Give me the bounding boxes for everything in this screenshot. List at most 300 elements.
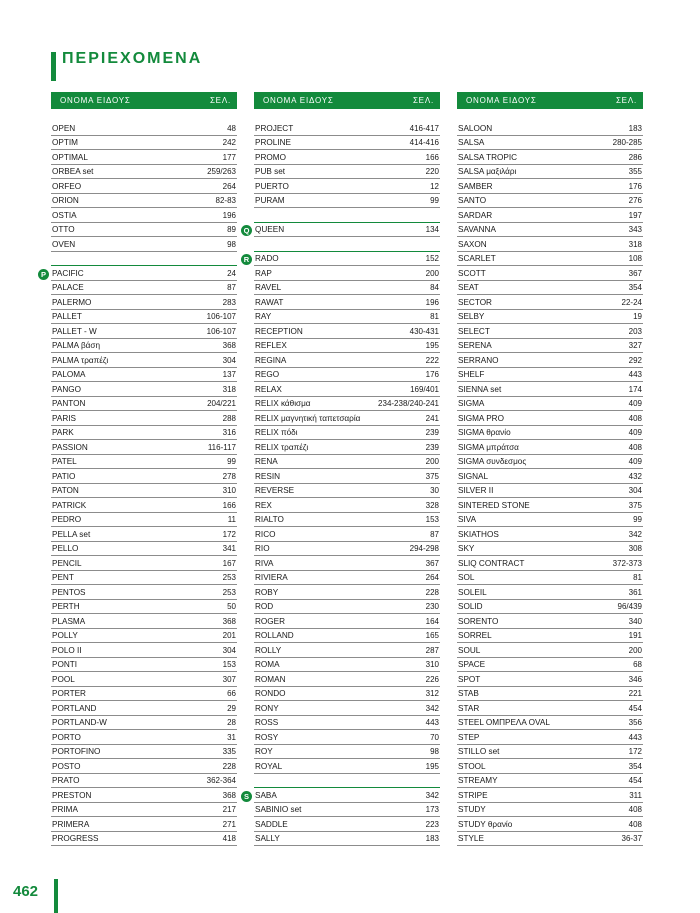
item-page: 340: [628, 616, 642, 626]
index-row: [457, 585, 643, 600]
item-page: 368: [222, 790, 236, 800]
item-name: PARK: [52, 428, 74, 437]
index-row: [457, 426, 643, 441]
item-page: 242: [222, 138, 236, 147]
item-name: SADDLE: [255, 819, 288, 829]
item-page: 196: [222, 210, 236, 220]
item-page: 454: [628, 776, 642, 785]
item-name: PALLET - W: [52, 326, 97, 336]
index-row: [457, 832, 643, 847]
item-name: SLIQ CONTRACT: [458, 558, 525, 568]
item-name: ROMA: [255, 660, 280, 669]
item-name: ROBY: [255, 587, 279, 597]
index-row: [51, 585, 237, 600]
index-row: [457, 774, 643, 789]
item-name: REVERSE: [255, 486, 295, 495]
item-page: 191: [628, 631, 642, 640]
item-name: ORBEA set: [52, 167, 94, 176]
item-name: REGO: [255, 370, 280, 379]
item-page: 196: [425, 297, 439, 307]
item-name: STEEL ΟΜΠΡΕΛΑ OVAL: [458, 718, 550, 727]
index-row: [457, 179, 643, 194]
item-name: PASSION: [52, 442, 88, 452]
item-page: 169/401: [410, 384, 439, 394]
item-name: ORFEO: [52, 181, 82, 191]
item-name: PRESTON: [52, 790, 92, 800]
index-row: [51, 687, 237, 702]
item-name: RIALTO: [255, 515, 284, 524]
index-row: [51, 571, 237, 586]
index-row: [51, 643, 237, 658]
item-name: SKIATHOS: [458, 529, 499, 539]
index-row: [457, 440, 643, 455]
item-name: RELIX πόδι: [255, 428, 298, 437]
index-row: [457, 745, 643, 760]
index-row: [457, 600, 643, 615]
header-page: ΣΕΛ.: [412, 96, 434, 105]
item-name: PRATO: [52, 776, 80, 785]
index-row: [457, 121, 643, 136]
index-row: [254, 585, 440, 600]
index-row: [51, 281, 237, 296]
index-row: [254, 194, 440, 209]
index-row: [457, 411, 643, 426]
item-name: PATRICK: [52, 500, 87, 510]
index-row: [51, 527, 237, 542]
index-row: [51, 513, 237, 528]
column-header: [254, 92, 440, 109]
item-name: SOL: [458, 573, 475, 582]
item-page: 99: [633, 515, 642, 524]
item-name: PLASMA: [52, 616, 86, 626]
item-page: 87: [430, 529, 439, 539]
item-page: 204/221: [207, 399, 236, 408]
index-row: [457, 397, 643, 412]
item-page: 307: [222, 674, 236, 684]
item-page: 310: [425, 660, 439, 669]
item-name: ORION: [52, 196, 79, 205]
item-name: QUEEN: [255, 225, 285, 234]
item-name: PRIMERA: [52, 819, 90, 829]
item-name: PORTOFINO: [52, 747, 101, 756]
index-row: [254, 730, 440, 745]
item-name: RAY: [255, 312, 272, 321]
item-name: PORTO: [52, 732, 81, 742]
index-row: [254, 600, 440, 615]
item-name: RESIN: [255, 471, 281, 481]
item-page: 203: [628, 326, 642, 336]
index-row: [254, 266, 440, 281]
item-name: RONY: [255, 703, 279, 713]
index-row: [457, 614, 643, 629]
item-page: 304: [222, 355, 236, 365]
item-page: 241: [425, 413, 439, 423]
item-page: 183: [425, 834, 439, 843]
item-page: 408: [628, 805, 642, 814]
item-name: SELBY: [458, 312, 485, 321]
index-row: [254, 281, 440, 296]
item-page: 68: [633, 660, 642, 669]
index-row: [51, 237, 237, 252]
item-page: 408: [628, 819, 642, 829]
item-name: SABA: [255, 790, 277, 800]
index-row: [254, 614, 440, 629]
index-row: [51, 353, 237, 368]
item-name: RONDO: [255, 689, 286, 698]
item-page: 70: [430, 732, 439, 742]
item-page: 167: [222, 558, 236, 568]
item-name: PROGRESS: [52, 834, 99, 843]
index-row: [457, 759, 643, 774]
item-name: SECTOR: [458, 297, 492, 307]
item-page: 50: [227, 602, 236, 611]
item-name: PORTLAND-W: [52, 718, 107, 727]
item-page: 304: [628, 486, 642, 495]
index-row: [254, 687, 440, 702]
index-row: [243, 788, 440, 803]
index-row: [254, 716, 440, 731]
item-name: SINTERED STONE: [458, 500, 530, 510]
item-page: 195: [425, 341, 439, 350]
page-title: ΠΕΡΙΕΧΟΜΕΝΑ: [62, 50, 203, 67]
index-row: [457, 498, 643, 513]
item-name: POLO II: [52, 645, 82, 655]
item-page: 29: [227, 703, 236, 713]
index-row: [51, 165, 237, 180]
item-name: SPOT: [458, 674, 481, 684]
item-page: 264: [425, 573, 439, 582]
item-page: 108: [628, 254, 642, 263]
index-row: [254, 571, 440, 586]
item-name: POLLY: [52, 631, 78, 640]
index-row: [457, 571, 643, 586]
item-page: 82-83: [215, 196, 236, 205]
item-page: 152: [425, 254, 439, 263]
index-row: [254, 165, 440, 180]
item-name: STYLE: [458, 834, 484, 843]
item-name: SELECT: [458, 326, 490, 336]
index-row: [51, 397, 237, 412]
index-row: [254, 832, 440, 847]
item-name: REFLEX: [255, 341, 287, 350]
item-name: RENA: [255, 457, 278, 466]
index-row: [51, 324, 237, 339]
item-name: PACIFIC: [52, 268, 84, 278]
index-row: [51, 179, 237, 194]
item-name: SOUL: [458, 645, 481, 655]
item-name: SIGMA θρανίο: [458, 428, 511, 437]
item-name: SIGMA: [458, 399, 485, 408]
item-page: 409: [628, 428, 642, 437]
column-header: [51, 92, 237, 109]
index-row: [254, 455, 440, 470]
item-page: 416-417: [409, 123, 439, 133]
item-name: RAVEL: [255, 283, 282, 292]
item-name: REGINA: [255, 355, 287, 365]
item-name: RELIX τραπέζι: [255, 442, 309, 452]
item-page: 408: [628, 442, 642, 452]
item-name: PALOMA: [52, 370, 86, 379]
item-name: ROMAN: [255, 674, 286, 684]
item-page: 201: [222, 631, 236, 640]
item-page: 81: [430, 312, 439, 321]
item-page: 234-238/240-241: [378, 399, 439, 408]
item-name: SHELF: [458, 370, 485, 379]
item-name: ROD: [255, 602, 274, 611]
index-row: [254, 817, 440, 832]
item-page: 342: [628, 529, 642, 539]
section-letter-badge: Q: [241, 225, 252, 236]
item-name: SALSA μαξιλάρι: [458, 167, 517, 176]
item-name: STOOL: [458, 761, 486, 771]
index-row: [457, 513, 643, 528]
item-name: SCARLET: [458, 254, 496, 263]
item-page: 153: [222, 660, 236, 669]
item-page: 137: [222, 370, 236, 379]
item-page: 66: [227, 689, 236, 698]
item-page: 36-37: [621, 834, 642, 843]
item-page: 343: [628, 225, 642, 234]
item-page: 228: [222, 761, 236, 771]
item-page: 84: [430, 283, 439, 292]
index-row: [254, 672, 440, 687]
item-page: 221: [628, 689, 642, 698]
index-row: [254, 136, 440, 151]
index-row: [457, 382, 643, 397]
item-page: 253: [222, 573, 236, 582]
item-name: SIGMA συνδεσμος: [458, 457, 527, 466]
item-page: 311: [629, 790, 642, 800]
item-page: 166: [425, 152, 439, 162]
item-name: SOLID: [458, 602, 483, 611]
item-page: 12: [430, 181, 439, 191]
section-divider: [254, 208, 440, 223]
item-page: 106-107: [206, 326, 236, 336]
item-page: 354: [628, 283, 642, 292]
item-name: SIGNAL: [458, 471, 489, 481]
item-page: 134: [425, 225, 439, 234]
index-row: [457, 817, 643, 832]
item-name: RIO: [255, 544, 270, 553]
item-name: SORENTO: [458, 616, 499, 626]
item-name: SAXON: [458, 239, 487, 249]
index-row: [254, 295, 440, 310]
item-name: ROY: [255, 747, 273, 756]
index-row: [51, 382, 237, 397]
item-page: 223: [425, 819, 439, 829]
index-row: [51, 440, 237, 455]
page-number: 462: [13, 883, 39, 900]
index-row: [254, 629, 440, 644]
item-page: 226: [425, 674, 439, 684]
header-item-name: ΟΝΟΜΑ ΕΙΔΟΥΣ: [60, 96, 131, 105]
item-name: SERRANO: [458, 355, 499, 365]
item-name: SABINIO set: [255, 805, 302, 814]
item-name: SIENNA set: [458, 384, 502, 394]
item-page: 228: [425, 587, 439, 597]
header-item-name: ΟΝΟΜΑ ΕΙΔΟΥΣ: [263, 96, 334, 105]
index-row: [254, 484, 440, 499]
item-name: STILLO set: [458, 747, 500, 756]
index-row: [51, 121, 237, 136]
item-name: RAP: [255, 268, 272, 278]
item-name: SANTO: [458, 196, 487, 205]
index-row: [457, 223, 643, 238]
item-page: 414-416: [409, 138, 439, 147]
index-row: [254, 469, 440, 484]
item-page: 342: [425, 790, 439, 800]
item-page: 409: [628, 399, 642, 408]
item-page: 280-285: [612, 138, 642, 147]
index-row: [51, 672, 237, 687]
index-row: [457, 527, 643, 542]
item-page: 372-373: [612, 558, 642, 568]
item-name: RAWAT: [255, 297, 284, 307]
section-divider: [254, 774, 440, 789]
item-page: 176: [425, 370, 439, 379]
item-page: 174: [628, 384, 642, 394]
item-name: PORTLAND: [52, 703, 97, 713]
index-row: [457, 643, 643, 658]
item-name: OVEN: [52, 239, 76, 249]
index-rows: [243, 121, 440, 846]
item-page: 177: [222, 152, 236, 162]
index-row: [51, 745, 237, 760]
item-page: 308: [628, 544, 642, 553]
item-name: OTTO: [52, 225, 75, 234]
item-name: SARDAR: [458, 210, 493, 220]
index-row: [254, 440, 440, 455]
index-row: [457, 716, 643, 731]
item-page: 87: [227, 283, 236, 292]
index-row: [51, 759, 237, 774]
item-name: OPEN: [52, 123, 76, 133]
item-page: 173: [425, 805, 439, 814]
section-divider: [254, 237, 440, 252]
item-page: 304: [222, 645, 236, 655]
item-page: 356: [628, 718, 642, 727]
index-row: [51, 498, 237, 513]
item-page: 294-298: [409, 544, 439, 553]
item-page: 316: [222, 428, 236, 437]
index-row: [457, 237, 643, 252]
item-page: 166: [222, 500, 236, 510]
item-name: POSTO: [52, 761, 81, 771]
header-item-name: ΟΝΟΜΑ ΕΙΔΟΥΣ: [466, 96, 537, 105]
item-page: 200: [425, 268, 439, 278]
index-row: [254, 353, 440, 368]
index-row: [457, 730, 643, 745]
index-row: [254, 701, 440, 716]
index-row: [254, 382, 440, 397]
item-name: POOL: [52, 674, 75, 684]
item-page: 355: [628, 167, 642, 176]
item-name: SALSA: [458, 138, 485, 147]
item-page: 286: [628, 152, 642, 162]
item-page: 342: [425, 703, 439, 713]
item-name: SALLY: [255, 834, 280, 843]
item-name: PUERTO: [255, 181, 289, 191]
index-row: [254, 310, 440, 325]
index-row: [51, 194, 237, 209]
item-name: PROMO: [255, 152, 286, 162]
item-name: SPACE: [458, 660, 486, 669]
item-page: 96/439: [617, 602, 642, 611]
index-row: [457, 339, 643, 354]
item-name: OSTIA: [52, 210, 77, 220]
item-page: 197: [628, 210, 642, 220]
item-page: 30: [430, 486, 439, 495]
index-row: [243, 252, 440, 267]
item-page: 368: [222, 616, 236, 626]
item-name: RADO: [255, 254, 279, 263]
item-name: RIVIERA: [255, 573, 288, 582]
item-page: 24: [227, 268, 236, 278]
index-row: [457, 469, 643, 484]
title-accent-bar: [51, 52, 56, 81]
index-row: [457, 788, 643, 803]
item-page: 443: [425, 718, 439, 727]
item-name: SKY: [458, 544, 475, 553]
item-page: 288: [222, 413, 236, 423]
index-row: [51, 788, 237, 803]
index-row: [254, 397, 440, 412]
item-page: 89: [227, 225, 236, 234]
item-page: 430-431: [409, 326, 439, 336]
index-rows: [40, 121, 237, 846]
index-row: [51, 150, 237, 165]
item-name: ROSS: [255, 718, 279, 727]
item-name: REX: [255, 500, 272, 510]
item-page: 409: [628, 457, 642, 466]
item-page: 106-107: [206, 312, 236, 321]
index-row: [457, 542, 643, 557]
item-name: SCOTT: [458, 268, 486, 278]
item-page: 367: [425, 558, 439, 568]
item-page: 239: [425, 442, 439, 452]
item-page: 183: [628, 123, 642, 133]
item-name: PROLINE: [255, 138, 291, 147]
index-row: [254, 339, 440, 354]
item-name: PANGO: [52, 384, 81, 394]
item-name: ROGER: [255, 616, 286, 626]
item-page: 200: [628, 645, 642, 655]
item-page: 98: [227, 239, 236, 249]
item-name: PATEL: [52, 457, 77, 466]
item-page: 312: [425, 689, 439, 698]
item-page: 200: [425, 457, 439, 466]
index-column-3: [457, 92, 643, 846]
column-header: [457, 92, 643, 109]
index-column-2: [243, 92, 440, 846]
item-name: STUDY: [458, 805, 486, 814]
section-letter-badge: P: [38, 269, 49, 280]
item-page: 264: [222, 181, 236, 191]
item-name: RELAX: [255, 384, 282, 394]
item-name: RIVA: [255, 558, 274, 568]
index-row: [51, 484, 237, 499]
item-name: PALLET: [52, 312, 82, 321]
index-row: [457, 165, 643, 180]
index-row: [51, 542, 237, 557]
item-name: RELIX κάθισμα: [255, 399, 311, 408]
item-name: ROSY: [255, 732, 279, 742]
item-page: 81: [633, 573, 642, 582]
item-page: 318: [222, 384, 236, 394]
index-row: [254, 498, 440, 513]
item-name: PALERMO: [52, 297, 92, 307]
item-name: STEP: [458, 732, 480, 742]
